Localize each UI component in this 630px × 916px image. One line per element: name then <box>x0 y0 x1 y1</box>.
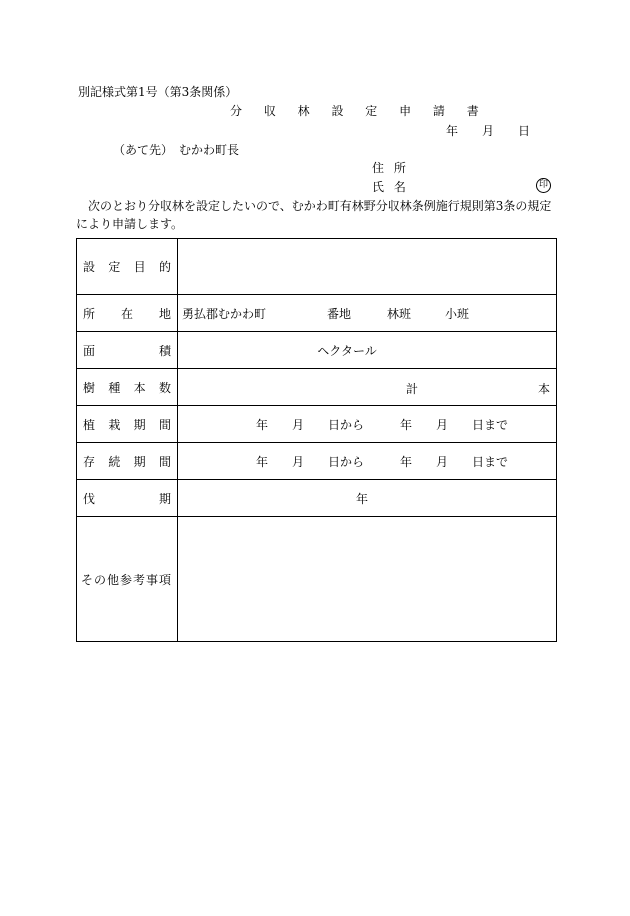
location-shohan: 小班 <box>445 306 470 321</box>
table-row <box>77 369 557 406</box>
row-label-cutting-period: 伐 期 <box>77 480 178 517</box>
cutting-period-field[interactable]: 年 <box>178 480 557 517</box>
tree-count-unit: 本 <box>537 382 550 396</box>
table-row <box>77 332 557 369</box>
form-id: 別記様式第1号（第3条関係） <box>78 85 238 99</box>
table-row <box>77 295 557 332</box>
planting-period-field[interactable]: 年 月 日から 年 月 日まで <box>178 406 557 443</box>
table-row <box>77 239 557 295</box>
page-title: 分 収 林 設 定 申 請 書 <box>230 104 488 118</box>
table-row <box>77 517 557 642</box>
table-row <box>77 480 557 517</box>
row-label-area: 面 積 <box>77 332 178 369</box>
area-field[interactable] <box>178 332 557 369</box>
table-row <box>77 443 557 480</box>
name-label: 氏 名 <box>372 180 406 194</box>
row-label-planting-period: 植 栽 期 間 <box>77 406 178 443</box>
location-town: 勇払郡むかわ町 <box>182 306 267 321</box>
area-unit: ヘクタール <box>317 343 377 358</box>
address-label: 住 所 <box>372 161 406 175</box>
row-label-location: 所 在 地 <box>77 295 178 332</box>
location-banchi: 番地 <box>327 306 352 321</box>
row-label-purpose: 設 定 目 的 <box>77 239 178 295</box>
tree-count-field[interactable] <box>178 369 557 406</box>
location-field[interactable] <box>178 295 557 332</box>
duration-field[interactable]: 年 月 日から 年 月 日まで <box>178 443 557 480</box>
purpose-field[interactable] <box>178 239 557 295</box>
application-statement: 次のとおり分収林を設定したいので、むかわ町有林野分収林条例施行規則第3条の規定により申請します。 <box>76 199 552 231</box>
location-rinpan: 林班 <box>387 306 412 321</box>
table-row <box>77 406 557 443</box>
row-label-notes: その他参考事項 <box>77 517 178 642</box>
seal-icon: 印 <box>536 178 551 193</box>
notes-field[interactable] <box>178 517 557 642</box>
addressee: （あて先） むかわ町長 <box>113 143 240 157</box>
row-label-tree-count: 樹 種 本 数 <box>77 369 178 406</box>
tree-count-total: 計 <box>406 382 419 396</box>
date-line[interactable]: 年 月 日 <box>446 124 531 138</box>
application-form-table <box>76 238 557 642</box>
row-label-duration: 存 続 期 間 <box>77 443 178 480</box>
